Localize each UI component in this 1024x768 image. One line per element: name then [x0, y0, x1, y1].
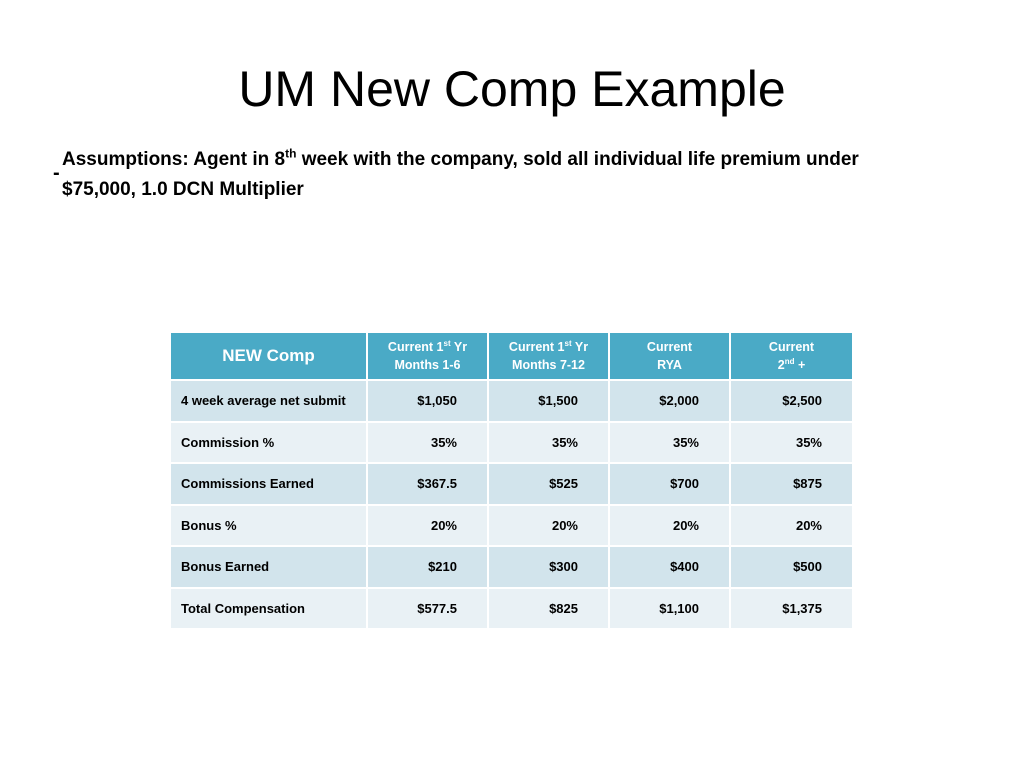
bullet-marker: -	[53, 162, 60, 184]
table-row	[171, 506, 852, 548]
assumptions-superscript: th	[285, 146, 297, 161]
table-cell: $300	[489, 547, 610, 589]
table-cell: $2,000	[610, 381, 731, 423]
table-cell: 20%	[489, 506, 610, 548]
header-text: Current	[646, 340, 693, 354]
row-label: Commissions Earned	[171, 464, 368, 506]
table-cell: 35%	[368, 423, 489, 465]
table-cell: 20%	[610, 506, 731, 548]
header-text: 2	[777, 358, 785, 372]
row-label: Total Compensation	[171, 589, 368, 631]
header-current-1st-yr-months-1-6	[368, 333, 489, 381]
table-row	[171, 547, 852, 589]
header-text: Yr	[450, 340, 468, 354]
assumptions-part2: week with the company, sold all individual life premium under $75,000, 1.0 DCN Multiplier	[62, 149, 859, 200]
table-cell: $2,500	[731, 381, 852, 423]
table-cell: $700	[610, 464, 731, 506]
table-cell: $1,100	[610, 589, 731, 631]
header-text: Months 7-12	[512, 358, 585, 372]
compensation-table	[171, 333, 852, 630]
table-cell: 20%	[368, 506, 489, 548]
table-cell: 35%	[731, 423, 852, 465]
table-cell: 35%	[489, 423, 610, 465]
header-new-comp-label: NEW Comp	[222, 346, 315, 365]
table-row	[171, 423, 852, 465]
row-label: Bonus %	[171, 506, 368, 548]
header-current-rya	[610, 333, 731, 381]
header-current-1st-yr-months-7-12	[489, 333, 610, 381]
table-cell: $367.5	[368, 464, 489, 506]
table-cell: $1,375	[731, 589, 852, 631]
table-header-row	[171, 333, 852, 381]
header-text: +	[794, 358, 806, 372]
header-text: RYA	[657, 358, 682, 372]
slide-title: UM New Comp Example	[238, 61, 786, 117]
table-cell: $1,050	[368, 381, 489, 423]
assumptions-text	[62, 145, 892, 205]
row-label: 4 week average net submit	[171, 381, 368, 423]
table-cell: $577.5	[368, 589, 489, 631]
header-text: Months 1-6	[394, 358, 461, 372]
header-superscript: nd	[784, 356, 795, 366]
header-text: Yr	[571, 340, 589, 354]
header-text: Current 1	[387, 340, 444, 354]
assumptions-part1: Assumptions: Agent in 8	[62, 149, 286, 170]
table-cell: $875	[731, 464, 852, 506]
row-label: Bonus Earned	[171, 547, 368, 589]
table-cell: 20%	[731, 506, 852, 548]
header-new-comp	[171, 333, 368, 381]
header-text: Current	[768, 340, 815, 354]
row-label: Commission %	[171, 423, 368, 465]
table-row	[171, 381, 852, 423]
table-cell: $500	[731, 547, 852, 589]
table-cell: 35%	[610, 423, 731, 465]
header-superscript: st	[443, 338, 451, 348]
table-cell: $400	[610, 547, 731, 589]
table-cell: $1,500	[489, 381, 610, 423]
table-row	[171, 589, 852, 631]
header-text: Current 1	[508, 340, 565, 354]
table-cell: $825	[489, 589, 610, 631]
header-current-2nd-plus	[731, 333, 852, 381]
header-superscript: st	[564, 338, 572, 348]
table-cell: $525	[489, 464, 610, 506]
table-row	[171, 464, 852, 506]
table-cell: $210	[368, 547, 489, 589]
